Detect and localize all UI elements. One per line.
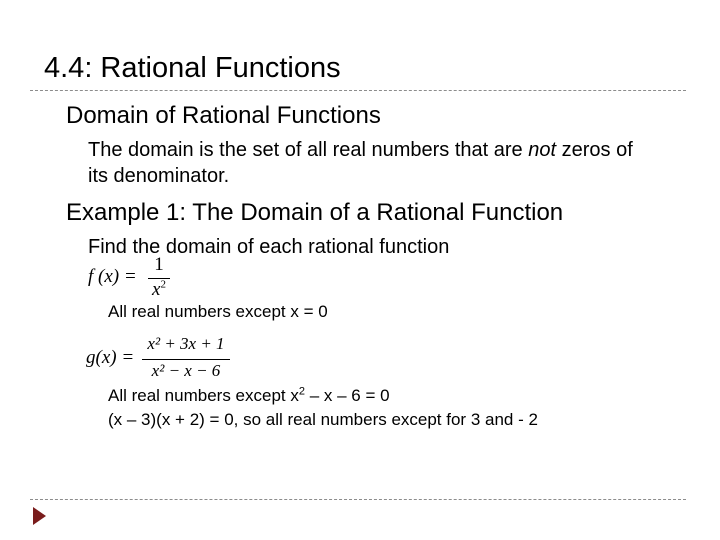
function-f-formula — [88, 256, 188, 304]
f-denominator — [148, 279, 170, 301]
heading-example-1: Example 1: The Domain of a Rational Function — [66, 199, 564, 226]
g-answer-exponent: 2 — [298, 385, 305, 398]
definition-emphasis: not — [528, 139, 557, 161]
function-g-formula — [86, 334, 246, 386]
fraction-bar — [142, 359, 230, 360]
slide-title: 4.4: Rational Functions — [44, 52, 341, 84]
heading-domain: Domain of Rational Functions — [66, 102, 381, 129]
g-domain-answer — [108, 385, 390, 407]
f-lhs: f (x) = — [88, 266, 137, 287]
g-denominator: x² − x − 6 — [151, 361, 221, 380]
footer-divider — [30, 499, 686, 500]
next-slide-arrow-icon[interactable] — [33, 507, 46, 525]
example-instruction: Find the domain of each rational function — [88, 236, 450, 258]
definition-text-start: The domain is the set of all real numbers that are — [88, 139, 529, 161]
f-domain-answer: All real numbers except x = 0 — [108, 302, 328, 321]
definition-text-end: zeros of its denominator. — [88, 139, 633, 187]
f-denominator-exponent: 2 — [160, 278, 166, 291]
f-numerator: 1 — [154, 254, 164, 275]
f-denominator-base: x — [152, 279, 161, 300]
g-factored-answer: (x – 3)(x + 2) = 0, so all real numbers except for 3 and - 2 — [108, 410, 538, 429]
g-lhs: g(x) = — [86, 347, 135, 368]
g-answer-text: All real numbers except x — [108, 386, 299, 405]
g-numerator: x² + 3x + 1 — [147, 334, 225, 353]
domain-definition — [88, 137, 648, 189]
g-answer-equation: – x – 6 = 0 — [305, 386, 390, 405]
title-divider — [30, 90, 686, 91]
